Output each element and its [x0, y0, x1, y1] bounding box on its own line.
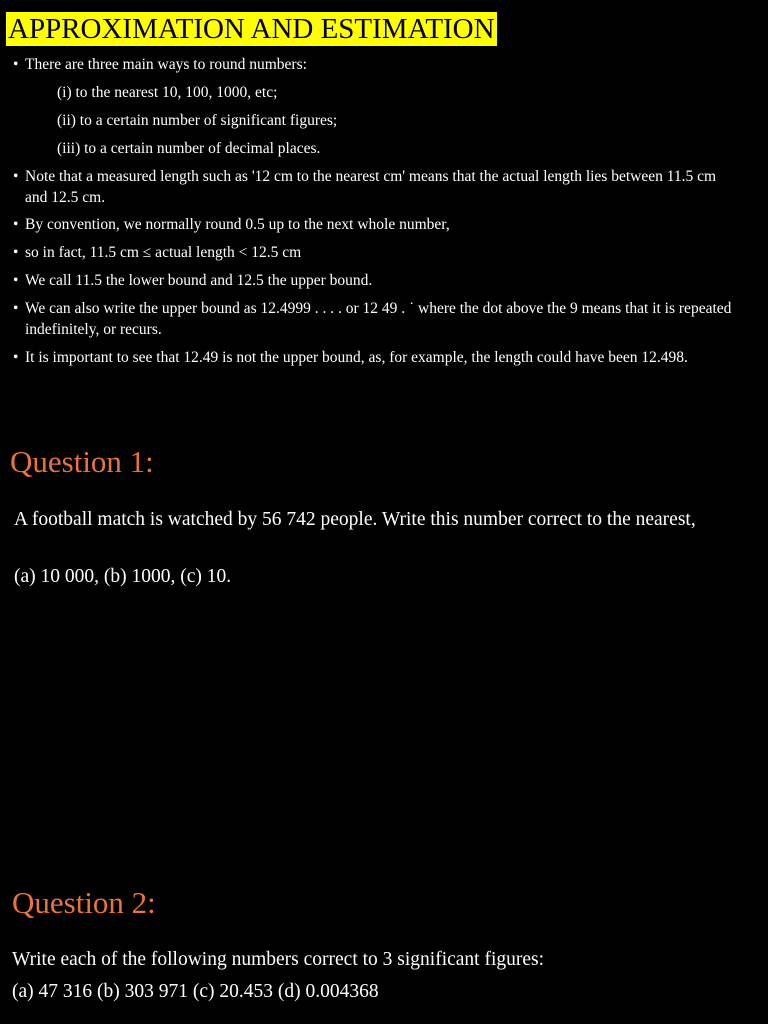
bullet-point: [13, 298, 733, 340]
bullet-dot: •: [13, 244, 19, 261]
bullet-dot: •: [13, 349, 19, 366]
method-item: (i) to the nearest 10, 100, 1000, etc;: [57, 84, 278, 101]
bullet-text: We can also write the upper bound as 12.4999 . . . . or 12 49 . ˙ where the dot above the 9 means that it is repeated indefinitely, or recurs.: [25, 300, 732, 338]
bullet-point: [13, 166, 733, 208]
bullet-dot: •: [13, 272, 19, 289]
bullet-text: There are three main ways to round numbers:: [25, 56, 307, 73]
bullet-point: [13, 270, 733, 291]
question-2-parts: (a) 47 316 (b) 303 971 (c) 20.453 (d) 0.004368: [12, 981, 379, 1002]
bullet-point: [13, 347, 733, 368]
bullet-text: Note that a measured length such as '12 cm to the nearest cm' means that the actual length lies between 11.5 cm and 12.5 cm.: [25, 168, 717, 206]
bullet-text: It is important to see that 12.49 is not the upper bound, as, for example, the length could have been 12.498.: [25, 349, 688, 366]
bullet-dot: •: [13, 168, 19, 185]
page-title: APPROXIMATION AND ESTIMATION: [8, 13, 495, 45]
bullet-text: By convention, we normally round 0.5 up to the next whole number,: [25, 216, 450, 233]
bullet-dot: •: [13, 216, 19, 233]
bullet-point: [13, 214, 733, 235]
bullet-dot: •: [13, 300, 19, 317]
bullet-text: so in fact, 11.5 cm ≤ actual length < 12.5 cm: [25, 244, 302, 261]
bullet-text: We call 11.5 the lower bound and 12.5 the upper bound.: [25, 272, 373, 289]
bullet-intro: [13, 54, 733, 75]
question-1-text: A football match is watched by 56 742 people. Write this number correct to the nearest,: [14, 509, 696, 530]
method-item: (iii) to a certain number of decimal places.: [57, 140, 321, 157]
bullet-dot: •: [13, 56, 19, 73]
method-item: (ii) to a certain number of significant figures;: [57, 112, 338, 129]
question-2-heading: Question 2:: [12, 885, 156, 920]
question-1-heading: Question 1:: [10, 444, 154, 479]
bullet-point: [13, 242, 733, 263]
question-1-parts: (a) 10 000, (b) 1000, (c) 10.: [14, 566, 232, 587]
question-2-text: Write each of the following numbers correct to 3 significant figures:: [12, 949, 545, 970]
